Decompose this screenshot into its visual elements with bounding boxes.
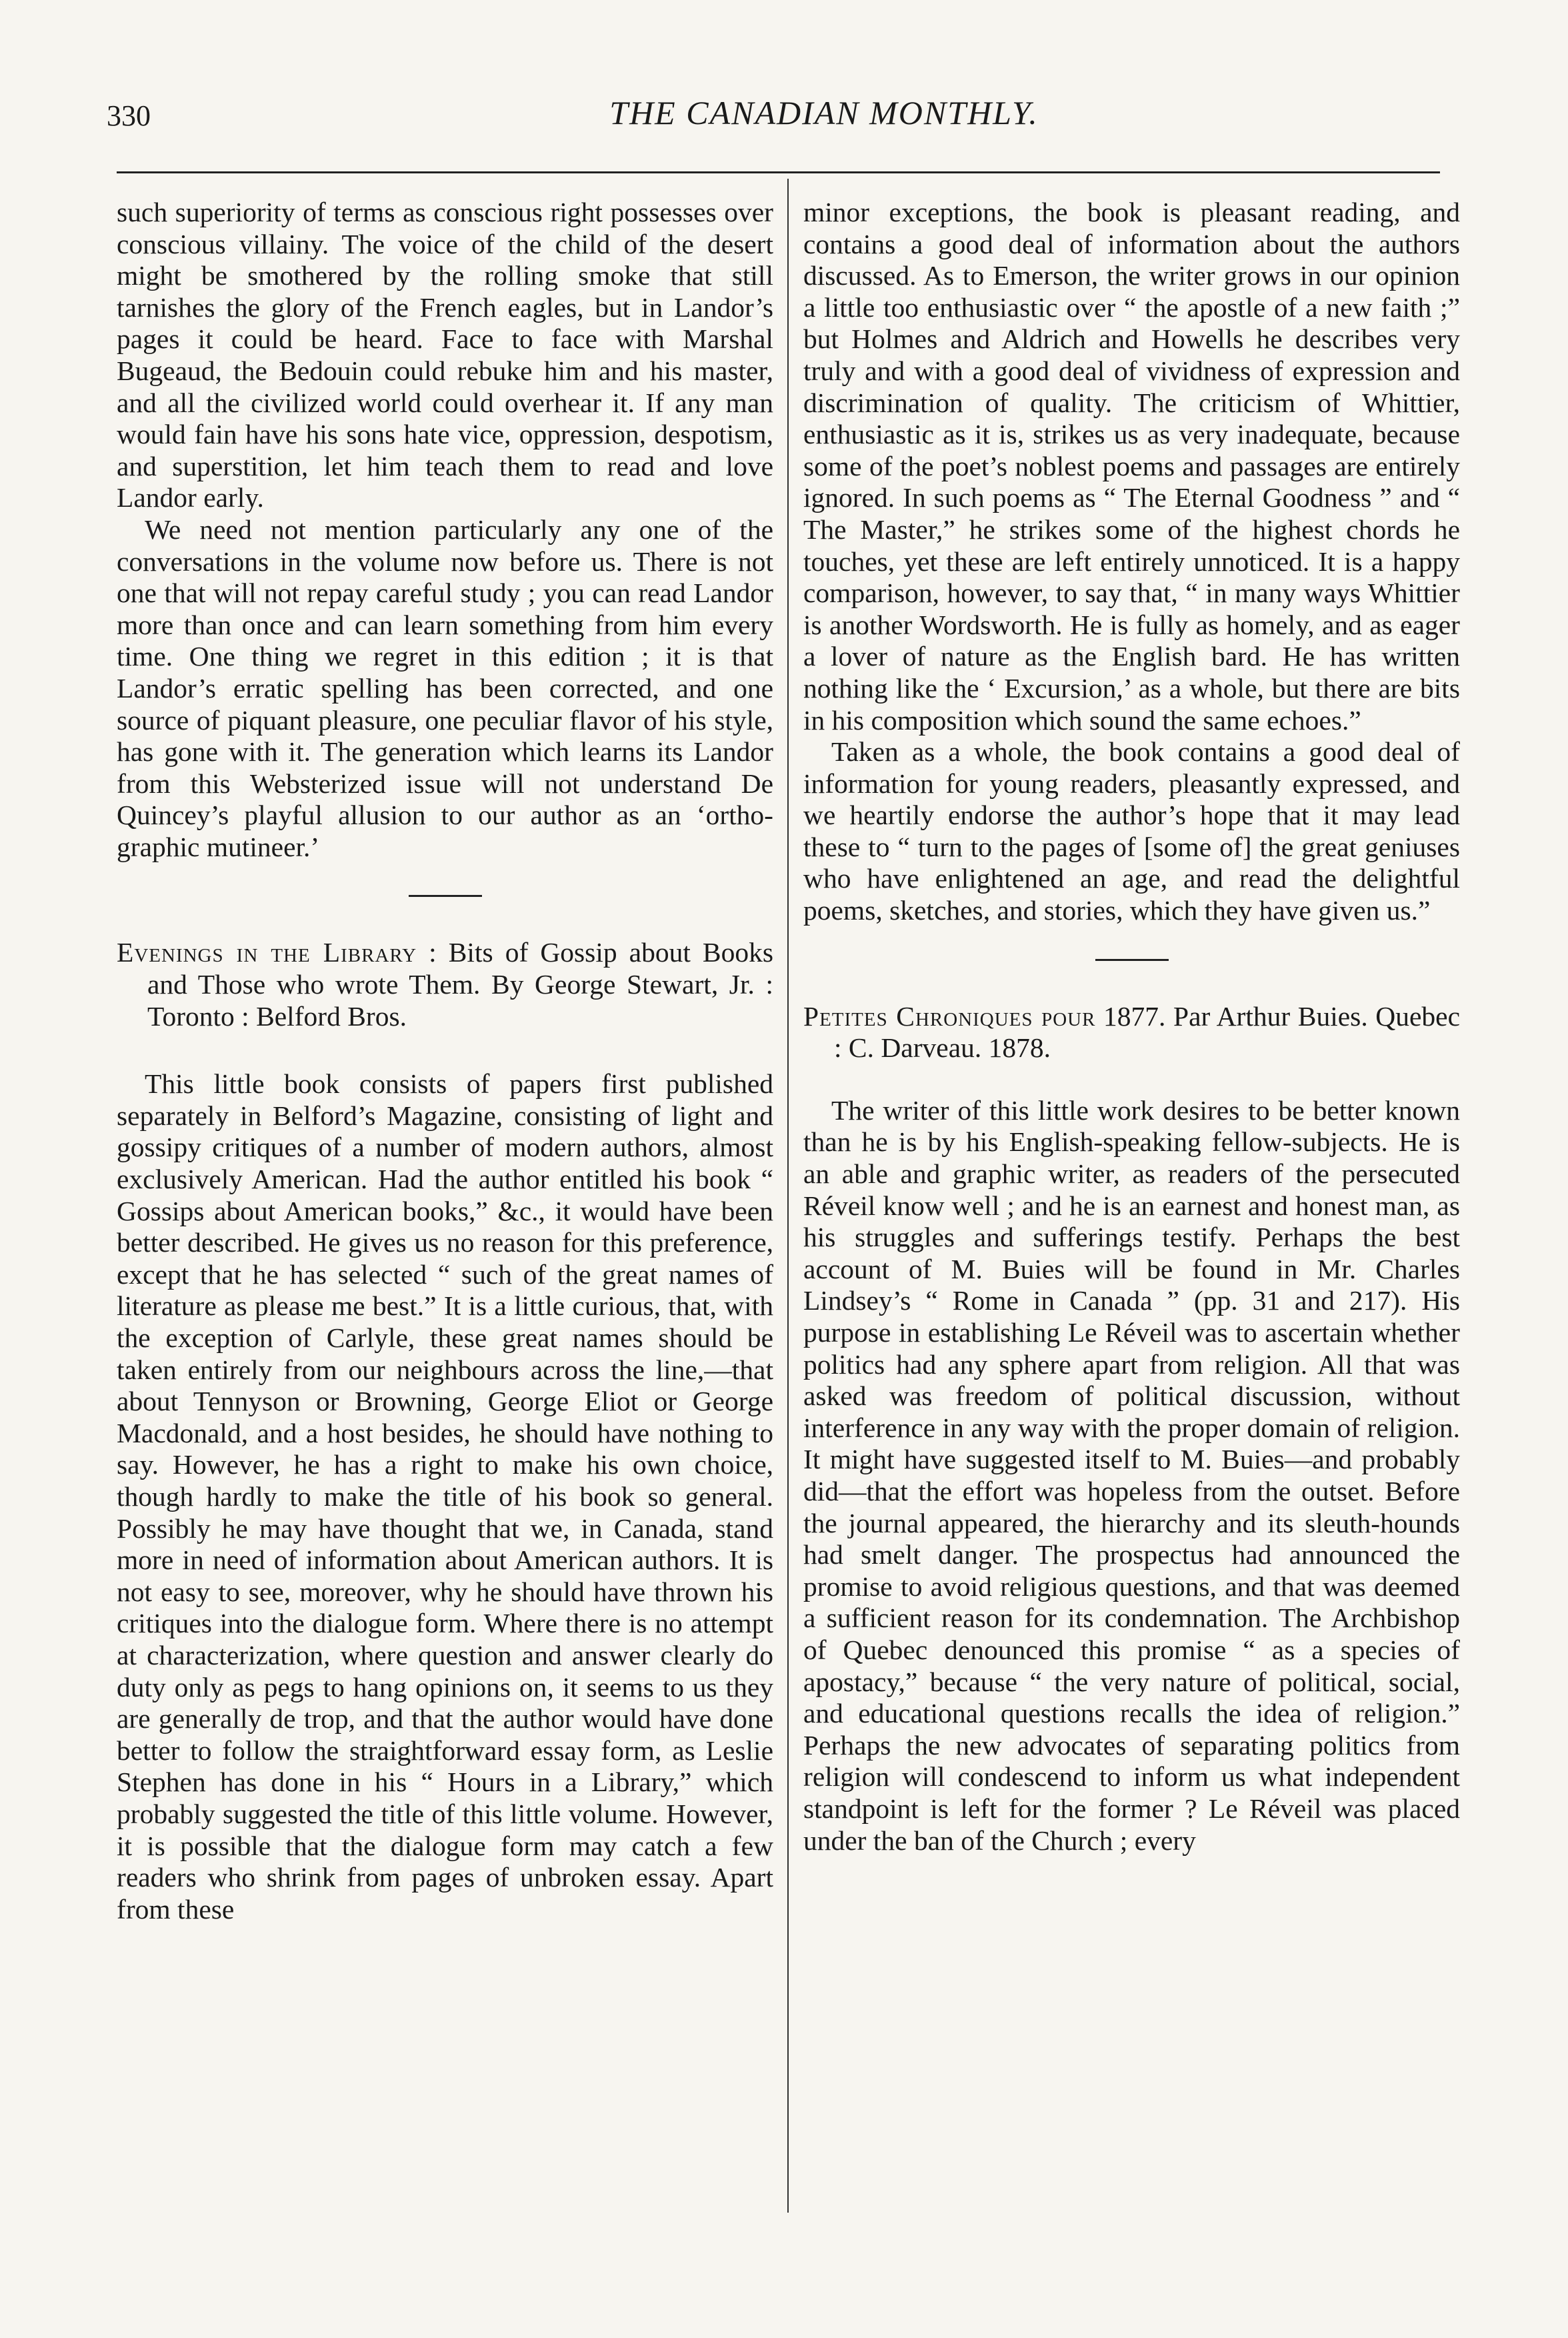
paragraph: We need not mention particularly any one of the conversations in the volume now before us. There is not one that will not repay careful study ; you can read Landor more than once and can learn something from him every time. One thing we regret in this edition ; it is that Landor’s erratic spelling has been corrected, and one source of piquant pleasure, one peculiar flavor of his style, has gone with it. The generation which learns its Landor from this Websterized issue will not understand De Quincey’s playful allusion to our author as an ‘orthographic mutineer.’ [117,513,773,862]
page-number: 330 [107,99,151,132]
section-separator [1095,959,1169,961]
section-separator [409,895,482,897]
column-divider [787,179,789,2213]
running-title: THE CANADIAN MONTHLY. [609,94,1039,131]
paragraph: The writer of this little work desires to be better known than he is by his English-speaking fellow-subjects. He is an able and graphic writer, as readers of the persecuted Réveil know well ; and he is an earnest and honest man, as his struggles and sufferings testify. Perhaps the best account of M. Buies will be found in Mr. Charles Lindsey’s “ Rome in Canada ” (pp. 31 and 217). His purpose in establishing Le Réveil was to ascertain whether politics had any sphere apart from religion. All that was asked was freedom of political discussion, without interference in any way with the proper domain of religion. It might have suggested itself to M. Buies—and probably did—that the effort was hopeless from the outset. Before the journal appeared, the hierarchy and its sleuth-hounds had smelt danger. The prospectus had announced the promise to avoid religious questions, and that was deemed a sufficient reason for its condemnation. The Archbishop of Quebec denounced this promise “ as a species of apostacy,” because “ the very nature of political, social, and educational questions recalls the idea of religion.” Perhaps the new advocates of separating politics from religion will condescend to inform us what independent standpoint is left for the former ? Le Réveil was placed under the ban of the Church ; every [803,1094,1460,1856]
header-rule [117,171,1440,173]
left-column [117,197,773,1925]
review-heading-title: Petites Chroniques pour [803,1000,1096,1032]
right-column [803,197,1460,1857]
review-heading [803,1001,1460,1064]
review-heading-details: 1877. Par Arthur Buies. Quebec : C. Darveau. 1878. [834,1000,1461,1064]
paragraph: minor exceptions, the book is pleasant reading, and contains a good deal of information about the authors discussed. As to Emerson, the writer grows in our opinion a little too enthusiastic over “ the apostle of a new faith ;” but Holmes and Aldrich and Howells he describes very truly and with a good deal of vividness of expression and discrimination of quality. The criticism of Whittier, enthusiastic as it is, strikes us as very inadequate, because some of the poet’s noblest poems and passages are entirely ignored. In such poems as “ The Eternal Goodness ” and “ The Master,” he strikes some of the highest chords he touches, yet these are left entirely unnoticed. It is a happy comparison, however, to say that, “ in many ways Whittier is another Wordsworth. He is fully as homely, and as eager a lover of nature as the English bard. He has written nothing like the ‘ Excursion,’ as a whole, but there are bits in his composition which sound the same echoes.” [803,197,1460,736]
review-heading-title: Evenings in the Library [117,937,417,968]
review-heading-details: : Bits of Gossip about Books and Those who wrote Them. By George Stewart, Jr. : Toronto : Belford Bros. [147,937,774,1032]
paragraph: This little book consists of papers first published separately in Belford’s Magazine, consisting of light and gossipy critiques of a number of modern authors, almost exclusively American. Had the author entitled his book “ Gossips about American books,” &c., it would have been better described. He gives us no reason for this preference, except that he has selected “ such of the great names of literature as please me best.” It is a little curious, that, with the exception of Carlyle, these great names should be taken entirely from our neighbours across the line,—that about Tennyson or Browning, George Eliot or George Macdonald, and a host besides, he should have nothing to say. However, he has a right to make his own choice, though hardly to make the title of his book so general. Possibly he may have thought that we, in Canada, stand more in need of information about American authors. It is not easy to see, moreover, why he should have thrown his critiques into the dialogue form. Where there is no attempt at characterization, where question and answer clearly do duty only as pegs to hang opinions on, it seems to us they are generally de trop, and that the author would have done better to follow the straightforward essay form, as Leslie Stephen has done in his “ Hours in a Library,” which probably suggested the title of this little volume. However, it is possible that the dialogue form may catch a few readers who shrink from pages of unbroken essay. Apart from these [117,1068,773,1925]
review-heading [117,937,773,1032]
paragraph: such superiority of terms as conscious right possesses over conscious villainy. The voice of the child of the desert might be smothered by the rolling smoke that still tarnishes the glory of the French eagles, but in Landor’s pages it could be heard. Face to face with Marshal Bugeaud, the Bedouin could rebuke him and his master, and all the civilized world could overhear it. If any man would fain have his sons hate vice, oppression, despotism, and superstition, let him teach them to read and love Landor early. [117,197,773,513]
paragraph: Taken as a whole, the book contains a good deal of information for young readers, pleasantly expressed, and we heartily endorse the author’s hope that it may lead these to “ turn to the pages of [some of] the great geniuses who have enlightened an age, and read the delightful poems, sketches, and stories, which they have given us.” [803,736,1460,926]
